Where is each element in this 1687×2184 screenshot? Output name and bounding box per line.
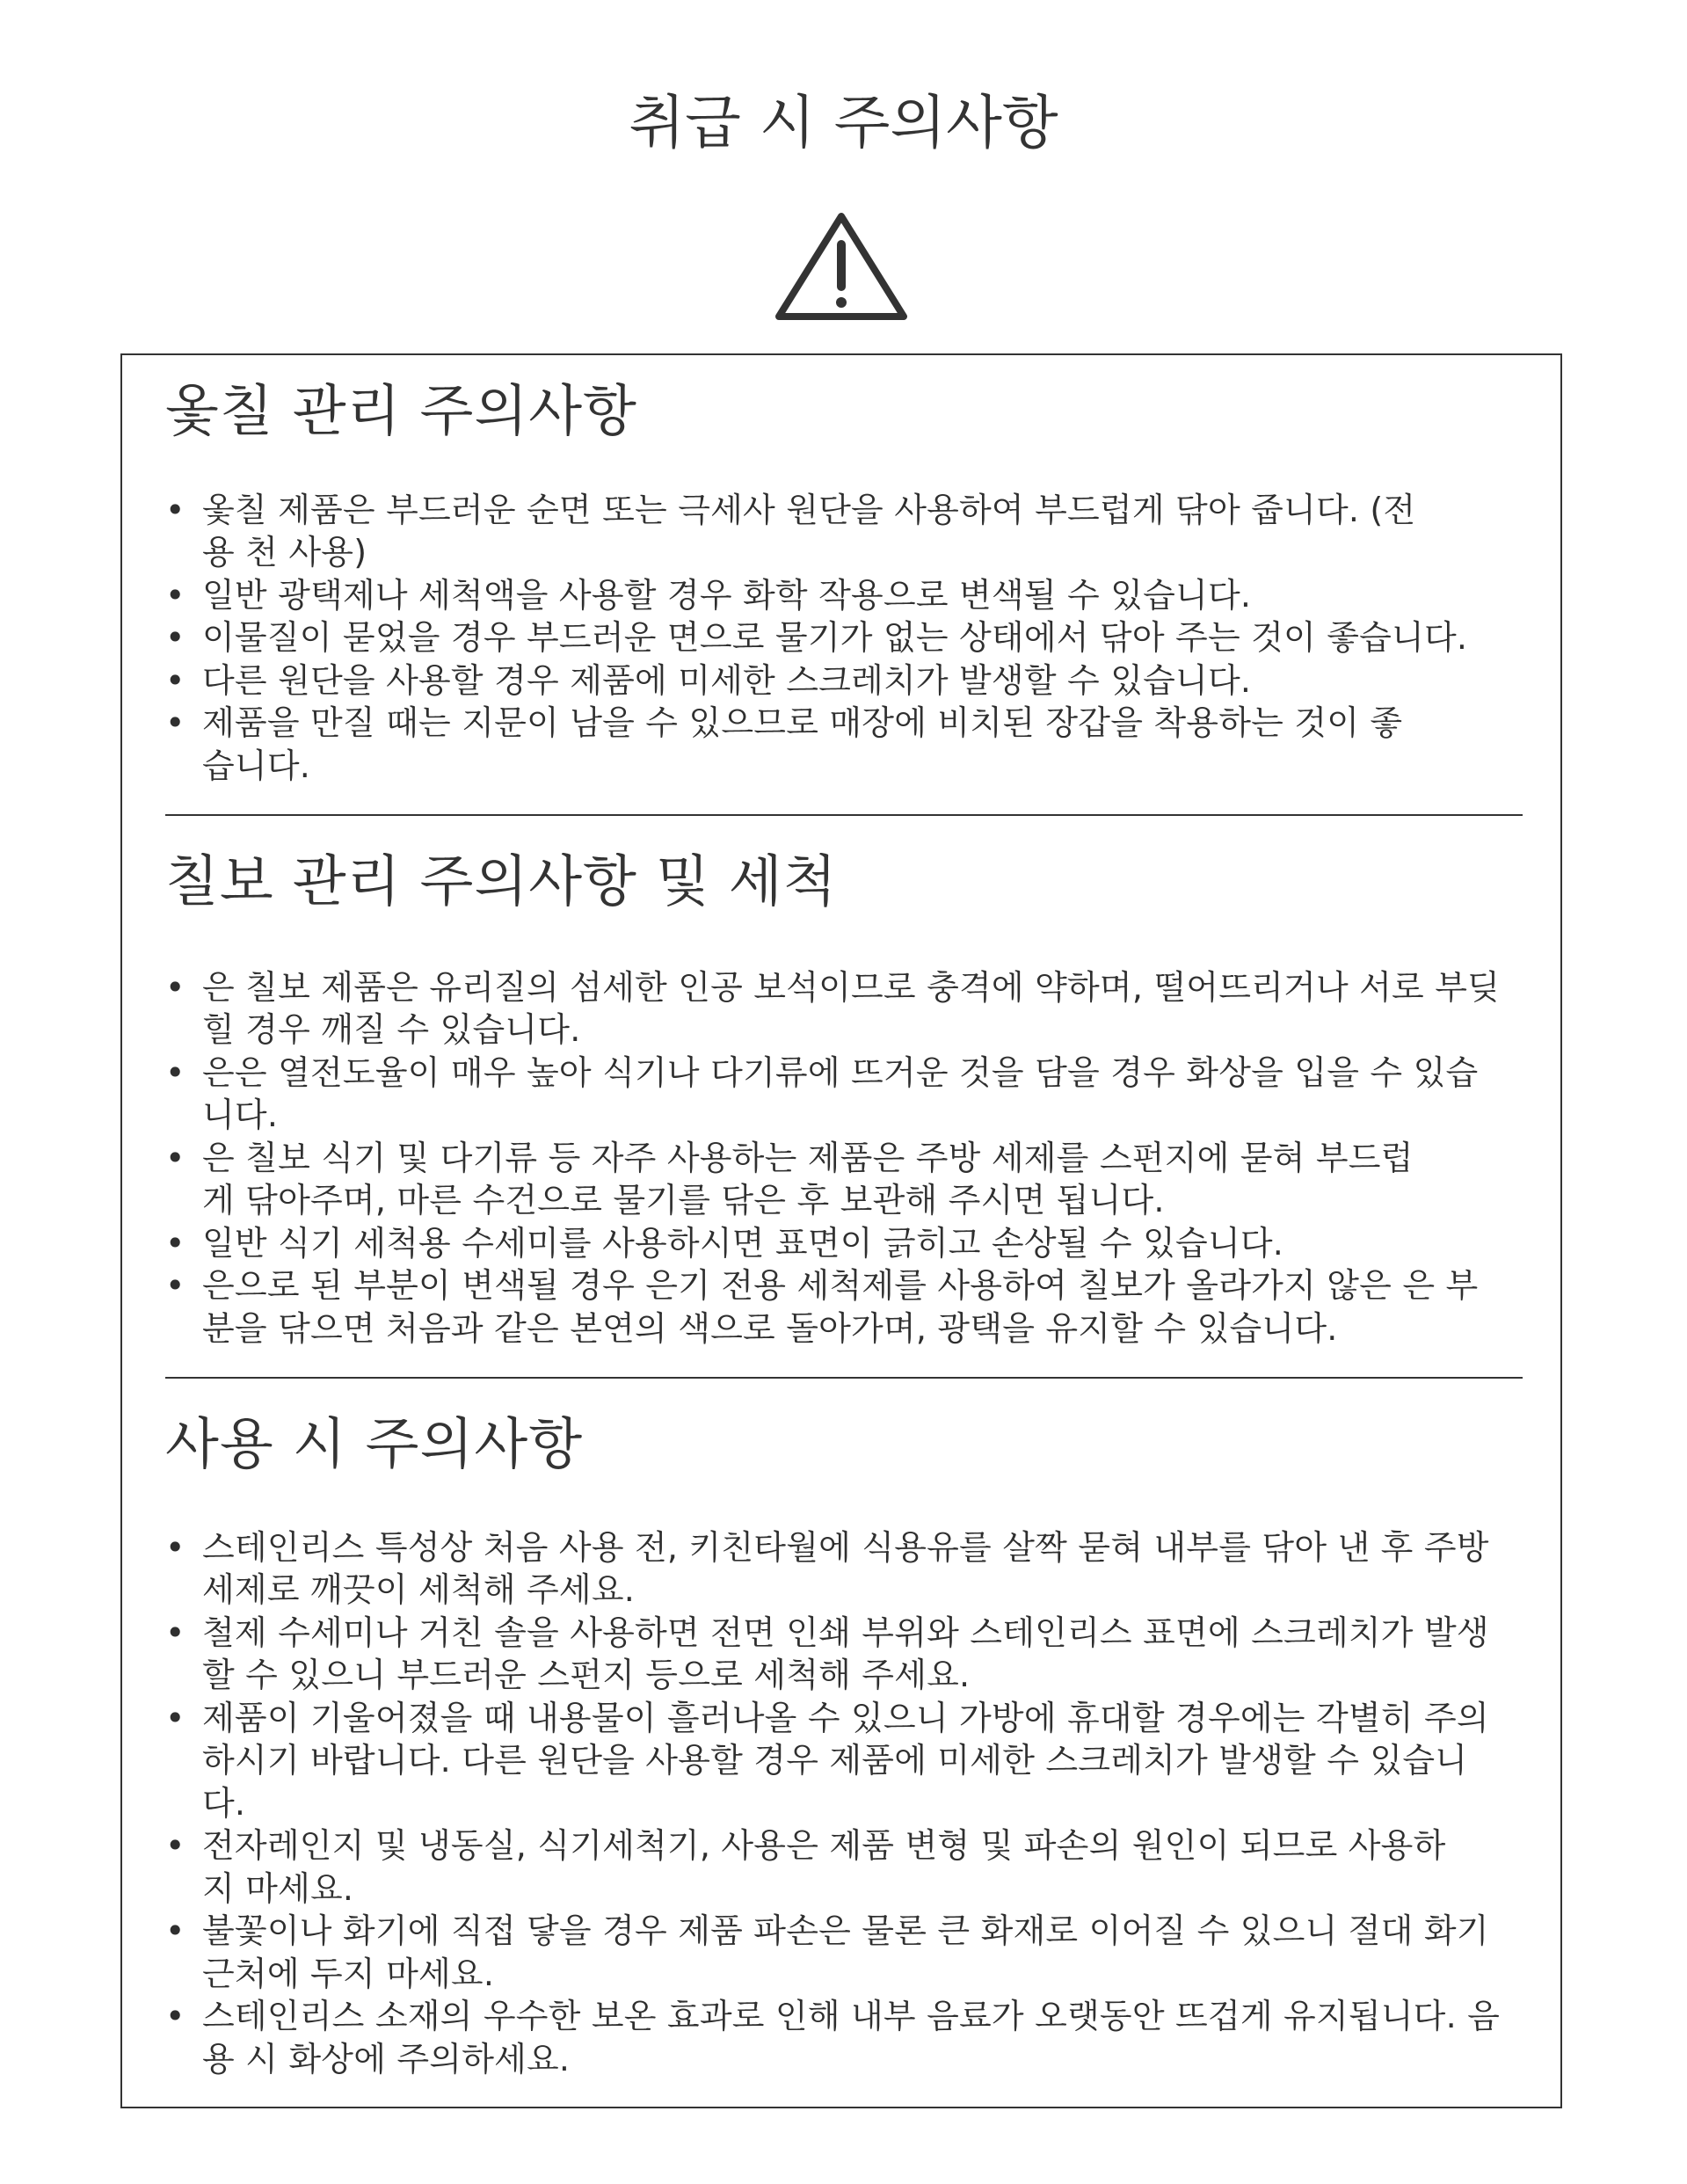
list-item: • 이물질이 묻었을 경우 부드러운 면으로 물기가 없는 상태에서 닦아 주는 것이 좋습니다. bbox=[165, 618, 1468, 658]
section-divider bbox=[165, 1377, 1523, 1379]
warning-triangle-icon bbox=[774, 211, 909, 322]
list-item: • 은은 열전도율이 매우 높아 식기나 다기류에 뜨거운 것을 담을 경우 화상을 입을 수 있습니다. bbox=[165, 1052, 1479, 1135]
list-item: • 전자레인지 및 냉동실, 식기세척기, 사용은 제품 변형 및 파손의 원인이 되므로 사용하지 마세요. bbox=[165, 1826, 1446, 1908]
list-item: • 은 칠보 제품은 유리질의 섬세한 인공 보석이므로 충격에 약하며, 떨어뜨리거나 서로 부딪힐 경우 깨질 수 있습니다. bbox=[165, 967, 1501, 1050]
section-list bbox=[165, 1526, 1502, 2081]
section-list bbox=[165, 489, 1519, 788]
list-item: • 철제 수세미나 거친 솔을 사용하면 전면 인쇄 부위와 스테인리스 표면에 스크레치가 발생할 수 있으니 부드러운 스펀지 등으로 세척해 주세요. bbox=[165, 1613, 1489, 1695]
list-item: • 스테인리스 특성상 처음 사용 전, 키친타월에 식용유를 살짝 묻혀 내부를 닦아 낸 후 주방 세제로 깨끗이 세척해 주세요. bbox=[165, 1527, 1489, 1610]
list-item: • 스테인리스 소재의 우수한 보온 효과로 인해 내부 음료가 오랫동안 뜨겁게 유지됩니다. 음용 시 화상에 주의하세요. bbox=[165, 1997, 1501, 2078]
list-item: • 일반 식기 세척용 수세미를 사용하시면 표면이 긁히고 손상될 수 있습니다. bbox=[165, 1223, 1284, 1263]
section-heading: 옻칠 관리 주의사항 bbox=[165, 379, 637, 443]
section-divider bbox=[165, 814, 1523, 816]
list-item: • 은 칠보 식기 및 다기류 등 자주 사용하는 제품은 주방 세제를 스펀지에 묻혀 부드럽게 닦아주며, 마른 수건으로 물기를 닦은 후 보관해 주시면 됩니다. bbox=[165, 1138, 1414, 1220]
list-item: • 옻칠 제품은 부드러운 순면 또는 극세사 원단을 사용하여 부드럽게 닦아 줍니다. (전용 천 사용) bbox=[165, 490, 1416, 572]
list-item: • 일반 광택제나 세척액을 사용할 경우 화학 작용으로 변색될 수 있습니다. bbox=[165, 575, 1252, 615]
section-usage-caution bbox=[165, 1411, 1523, 2080]
list-item: • 다른 원단을 사용할 경우 제품에 미세한 스크레치가 발생할 수 있습니다. bbox=[165, 660, 1252, 700]
section-heading: 칠보 관리 주의사항 및 세척 bbox=[165, 849, 838, 914]
list-item: • 은으로 된 부분이 변색될 경우 은기 전용 세척제를 사용하여 칠보가 올라가지 않은 은 부분을 닦으면 처음과 같은 본연의 색으로 돌아가며, 광택을 유지할 수 있습니다. bbox=[165, 1266, 1479, 1348]
section-lacquer-care bbox=[165, 378, 1523, 787]
page-title: 취급 시 주의사항 bbox=[629, 89, 1058, 157]
section-cloisonne-care bbox=[165, 848, 1523, 1350]
section-heading: 사용 시 주의사항 bbox=[165, 1412, 584, 1476]
list-item: • 제품을 만질 때는 지문이 남을 수 있으므로 매장에 비치된 장갑을 착용하는 것이 좋습니다. bbox=[165, 703, 1403, 785]
list-item: • 불꽃이나 화기에 직접 닿을 경우 제품 파손은 물론 큰 화재로 이어질 수 있으니 절대 화기 근처에 두지 마세요. bbox=[165, 1911, 1489, 1993]
list-item: • 제품이 기울어졌을 때 내용물이 흘러나올 수 있으니 가방에 휴대할 경우에는 각별히 주의하시기 바랍니다. 다른 원단을 사용할 경우 제품에 미세한 스크레치가 발생할 수 있습니다. bbox=[165, 1698, 1489, 1823]
section-list bbox=[165, 966, 1502, 1350]
